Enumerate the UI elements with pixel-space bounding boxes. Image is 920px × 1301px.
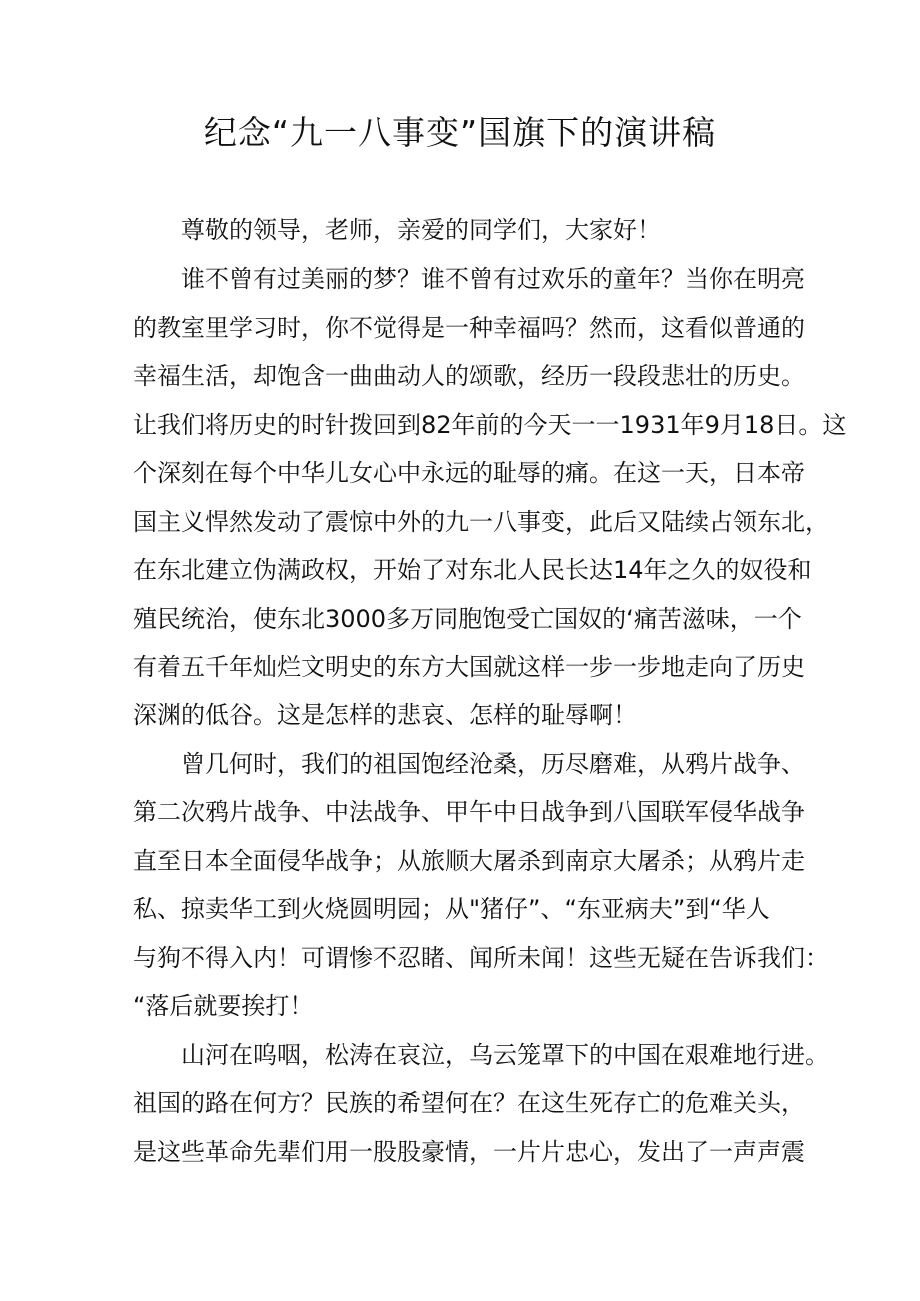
paragraph-2-line-1: 曾几何时，我们的祖国饱经沧桑，历尽磨难，从鸦片战争、 [181, 750, 805, 778]
paragraph-1-line-1: 谁不曾有过美丽的梦？谁不曾有过欢乐的童年？当你在明亮 [181, 265, 805, 293]
paragraph-3-line-1: 山河在呜咽，松涛在哀泣，乌云笼罩下的中国在艰难地行进。 [181, 1041, 829, 1069]
paragraph-1-line-9: 有着五千年灿烂文明史的东方大国就这样一步一步地走向了历史 [133, 653, 805, 681]
paragraph-1-line-8: 殖民统治，使东北3000多万同胞饱受亡国奴的‘痛苦滋味，一个 [133, 605, 802, 633]
paragraph-1-line-10: 深渊的低谷。这是怎样的悲哀、怎样的耻辱啊！ [133, 701, 637, 729]
paragraph-1-line-5: 个深刻在每个中华儿女心中永远的耻辱的痛。在这一天，日本帝 [133, 459, 805, 487]
document-title: 纪念“九一八事变”国旗下的演讲稿 [203, 113, 717, 152]
paragraph-2-line-2: 第二次鸦片战争、中法战争、甲午中日战争到八国联军侵华战争 [133, 798, 805, 826]
paragraph-1-line-3: 幸福生活，却饱含一曲曲动人的颂歌，经历一段段悲壮的历史。 [133, 362, 805, 390]
paragraph-2-line-4: 私、掠卖华工到火烧圆明园；从"猪仔”、“东亚病夫”到“华人 [133, 895, 770, 923]
paragraph-1-line-6: 国主义悍然发动了震惊中外的九一八事变，此后又陆续占领东北， [133, 508, 829, 536]
paragraph-2-line-5: 与狗不得入内！可谓惨不忍睹、闻所未闻！这些无疑在告诉我们： [133, 944, 829, 972]
paragraph-2-line-6: “落后就要挨打！ [133, 992, 314, 1020]
greeting-line: 尊敬的领导，老师，亲爱的同学们，大家好！ [181, 216, 661, 244]
paragraph-3-line-2: 祖国的路在何方？民族的希望何在？在这生死存亡的危难关头， [133, 1089, 805, 1117]
paragraph-2-line-3: 直至日本全面侵华战争；从旅顺大屠杀到南京大屠杀；从鸦片走 [133, 847, 805, 875]
paragraph-1-line-2: 的教室里学习时，你不觉得是一种幸福吗？然而，这看似普通的 [133, 314, 805, 342]
paragraph-3-line-3: 是这些革命先辈们用一股股豪情，一片片忠心，发出了一声声震 [133, 1138, 805, 1166]
paragraph-1-line-4: 让我们将历史的时针拨回到82年前的今天一一1931年9月18日。这 [133, 411, 847, 439]
paragraph-1-line-7: 在东北建立伪满政权，开始了对东北人民长达14年之久的奴役和 [133, 556, 812, 584]
